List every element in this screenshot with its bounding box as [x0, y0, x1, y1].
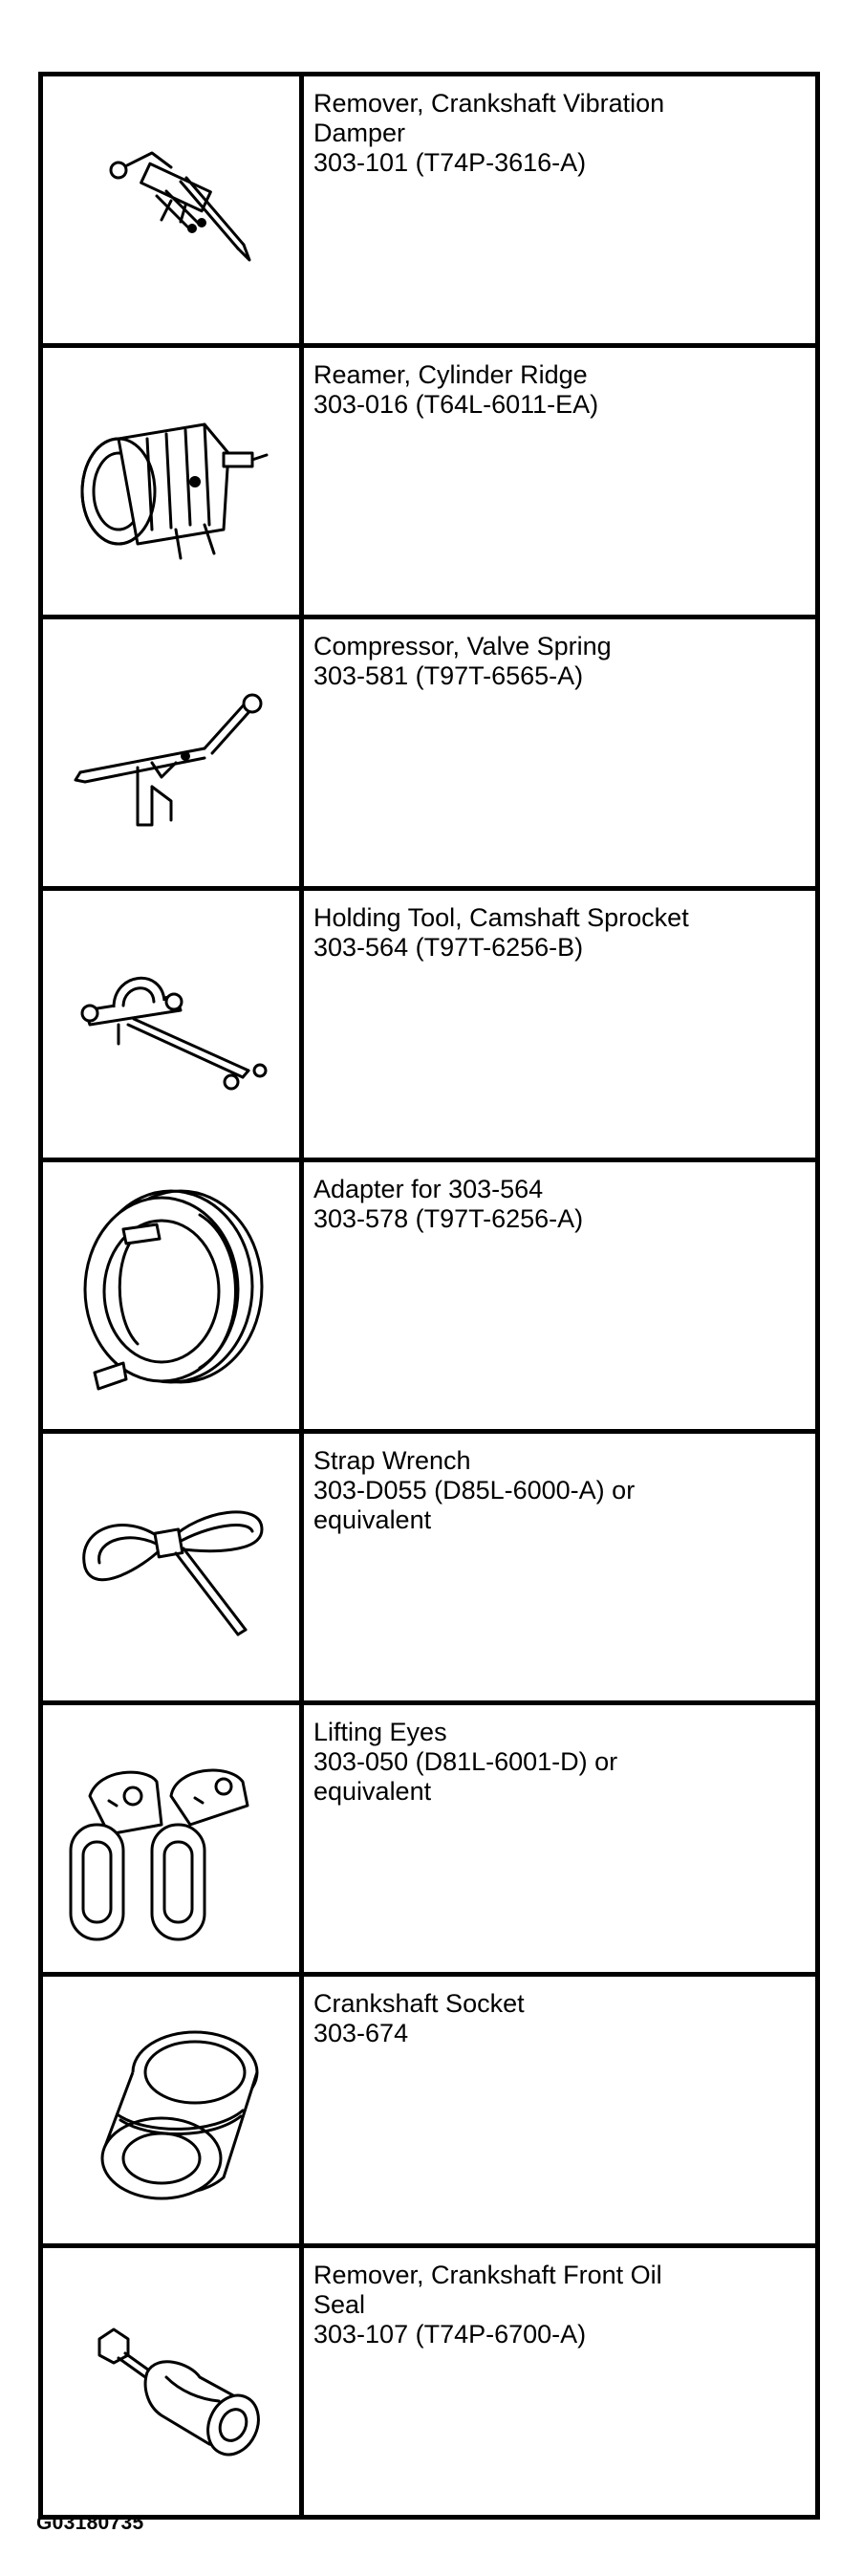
- tool-name: Seal: [313, 2290, 366, 2319]
- tool-part-number: 303-107 (T74P-6700-A): [313, 2320, 587, 2349]
- tool-illustration-cell: [41, 346, 302, 617]
- tool-part-number: 303-016 (T64L-6011-EA): [313, 390, 599, 419]
- tool-illustration-cell: [41, 2246, 302, 2518]
- tool-part-number: 303-564 (T97T-6256-B): [313, 933, 584, 962]
- figure-id: G03180735: [36, 2512, 144, 2534]
- table-row: [41, 617, 818, 889]
- tool-description-cell: [302, 2246, 818, 2518]
- tool-illustration-cell: [41, 1432, 302, 1703]
- tool-part-number: 303-581 (T97T-6565-A): [313, 661, 584, 690]
- tool-illustration-cell: [41, 1703, 302, 1975]
- tool-name: Lifting Eyes: [313, 1718, 447, 1746]
- tool-part-number: 303-674: [313, 2019, 409, 2047]
- tool-name: Holding Tool, Camshaft Sprocket: [313, 903, 689, 932]
- tool-name: Reamer, Cylinder Ridge: [313, 360, 588, 389]
- cylinder-ridge-reamer-icon: [61, 386, 281, 577]
- tool-description-cell: [302, 1703, 818, 1975]
- tool-name: Damper: [313, 119, 406, 147]
- camshaft-sprocket-holding-tool-icon: [61, 929, 281, 1120]
- table-row: [41, 346, 818, 617]
- lifting-eyes-icon: [52, 1729, 291, 1949]
- table-row: [41, 1975, 818, 2246]
- special-tools-table: [38, 72, 820, 2520]
- tool-illustration-cell: [41, 75, 302, 346]
- tool-part-number: 303-D055 (D85L-6000-A) or: [313, 1476, 636, 1504]
- tool-description-cell: [302, 1432, 818, 1703]
- tool-part-number: 303-101 (T74P-3616-A): [313, 148, 587, 177]
- table-row: [41, 1703, 818, 1975]
- vibration-damper-remover-icon: [76, 115, 267, 306]
- tool-description-cell: [302, 617, 818, 889]
- tool-name: Remover, Crankshaft Front Oil: [313, 2261, 662, 2289]
- tool-note: equivalent: [313, 1505, 432, 1534]
- strap-wrench-icon: [56, 1472, 286, 1663]
- tool-name: Compressor, Valve Spring: [313, 632, 612, 660]
- valve-spring-compressor-icon: [61, 658, 281, 849]
- table-row: [41, 75, 818, 346]
- tool-description-cell: [302, 1160, 818, 1432]
- tool-illustration-cell: [41, 1975, 302, 2246]
- table-row: [41, 2246, 818, 2518]
- tool-description-cell: [302, 1975, 818, 2246]
- tool-illustration-cell: [41, 1160, 302, 1432]
- tool-description-cell: [302, 889, 818, 1160]
- tool-note: equivalent: [313, 1777, 432, 1806]
- crankshaft-socket-icon: [61, 2005, 281, 2216]
- adapter-icon: [56, 1177, 286, 1416]
- tool-part-number: 303-578 (T97T-6256-A): [313, 1204, 584, 1233]
- tool-name: Strap Wrench: [313, 1446, 471, 1475]
- table-row: [41, 1432, 818, 1703]
- table-row: [41, 889, 818, 1160]
- tool-name: Adapter for 303-564: [313, 1175, 544, 1203]
- tool-name: Crankshaft Socket: [313, 1989, 525, 2018]
- tool-part-number: 303-050 (D81L-6001-D) or: [313, 1747, 618, 1776]
- front-oil-seal-remover-icon: [56, 2286, 286, 2478]
- tool-description-cell: [302, 75, 818, 346]
- tool-illustration-cell: [41, 617, 302, 889]
- tool-illustration-cell: [41, 889, 302, 1160]
- tool-name: Remover, Crankshaft Vibration: [313, 89, 665, 118]
- tool-description-cell: [302, 346, 818, 617]
- table-row: [41, 1160, 818, 1432]
